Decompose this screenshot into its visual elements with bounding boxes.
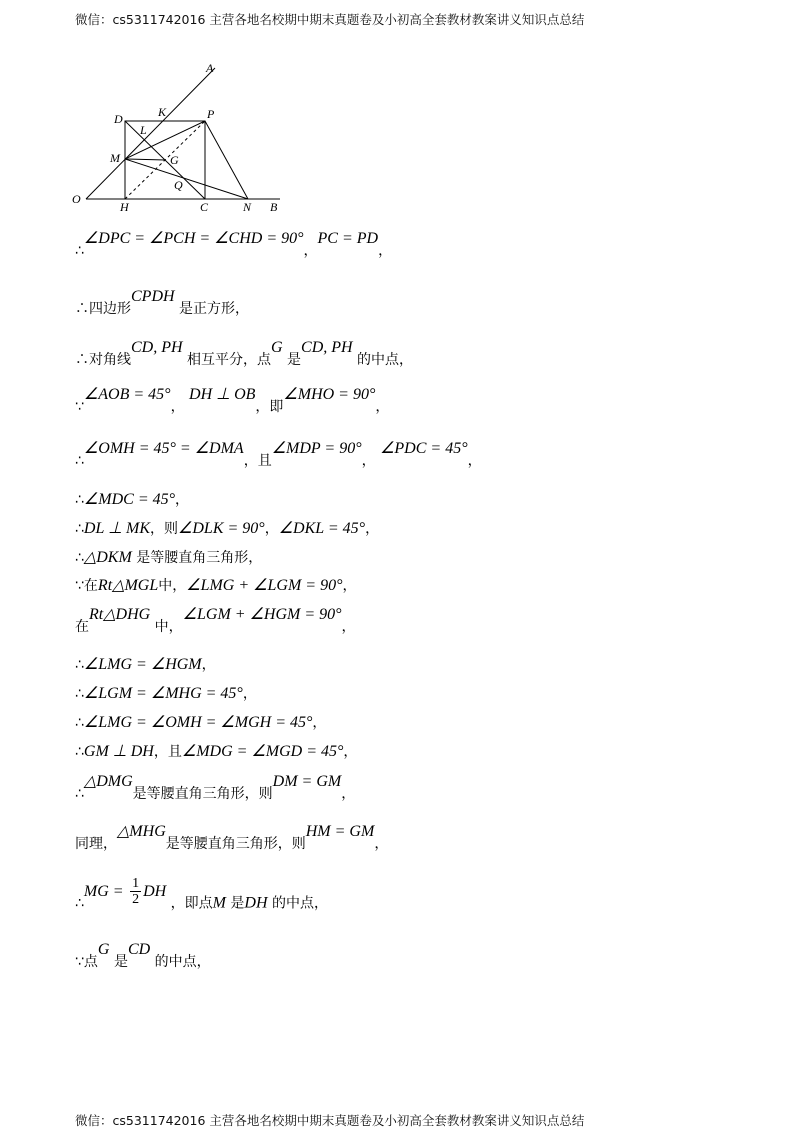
proof-line-18: ∵点G 是CD 的中点，	[75, 941, 211, 970]
label-k: K	[158, 105, 167, 119]
proof-line-6: ∴∠MDC = 45°，	[75, 491, 190, 508]
label-b: B	[270, 200, 278, 214]
line-oa	[86, 68, 215, 199]
page-footer: 微信：cs5311742016 主营各地名校期中期末真题卷及小初高全套教材教案讲义知识点总结	[75, 1113, 585, 1128]
label-l: L	[140, 123, 147, 137]
proof-line-5: ∴∠OMH = 45° = ∠DMA，且∠MDP = 90°， ∠PDC = 45°，	[75, 440, 482, 469]
proof-line-16: 同理，△MHG是等腰直角三角形，则HM = GM，	[75, 823, 389, 852]
label-g: G	[170, 153, 179, 167]
label-n: N	[243, 200, 252, 214]
proof-line-15: ∴△DMG是等腰直角三角形，则DM = GM，	[75, 773, 356, 802]
proof-line-9: ∵在Rt△MGL中，∠LMG + ∠LGM = 90°，	[75, 577, 357, 594]
proof-line-11: ∴∠LMG = ∠HGM，	[75, 656, 216, 673]
label-c: C	[200, 200, 209, 214]
label-h: H	[120, 200, 129, 214]
label-m: M	[110, 151, 120, 165]
proof-line-2: ∴四边形CPDH 是正方形，	[75, 288, 250, 317]
geometry-figure	[60, 58, 300, 218]
label-o: O	[72, 192, 81, 206]
page-header: 微信：cs5311742016 主营各地名校期中期末真题卷及小初高全套教材教案讲义知识点总结	[75, 12, 585, 27]
proof-line-13: ∴∠LMG = ∠OMH = ∠MGH = 45°，	[75, 714, 327, 731]
line-mg	[125, 159, 165, 160]
fraction-one-half: $\frac{1}{2}$	[132, 876, 140, 907]
line-mp	[125, 121, 205, 159]
label-q: Q	[174, 178, 183, 192]
proof-line-10: 在Rt△DHG 中，∠LGM + ∠HGM = 90°，	[75, 606, 356, 635]
label-a: A	[206, 61, 214, 75]
proof-line-7: ∴DL ⊥ MK，则∠DLK = 90°，∠DKL = 45°，	[75, 520, 380, 537]
proof-line-12: ∴∠LGM = ∠MHG = 45°，	[75, 685, 257, 702]
proof-line-8: ∴△DKM 是等腰直角三角形，	[75, 549, 263, 566]
proof-line-14: ∴GM ⊥ DH，且∠MDG = ∠MGD = 45°，	[75, 743, 358, 760]
proof-line-1: ∴∠DPC = ∠PCH = ∠CHD = 90°，PC = PD，	[75, 230, 393, 259]
proof-line-17: ∴MG = $\frac{1}{2}$ DH ，即点M 是DH 的中点，	[75, 876, 328, 912]
label-d: D	[114, 112, 123, 126]
proof-line-3: ∴对角线CD, PH 相互平分，点G 是CD, PH 的中点，	[75, 339, 414, 368]
label-p: P	[207, 107, 215, 121]
proof-line-4: ∵∠AOB = 45°， DH ⊥ OB，即∠MHO = 90°，	[75, 386, 390, 415]
